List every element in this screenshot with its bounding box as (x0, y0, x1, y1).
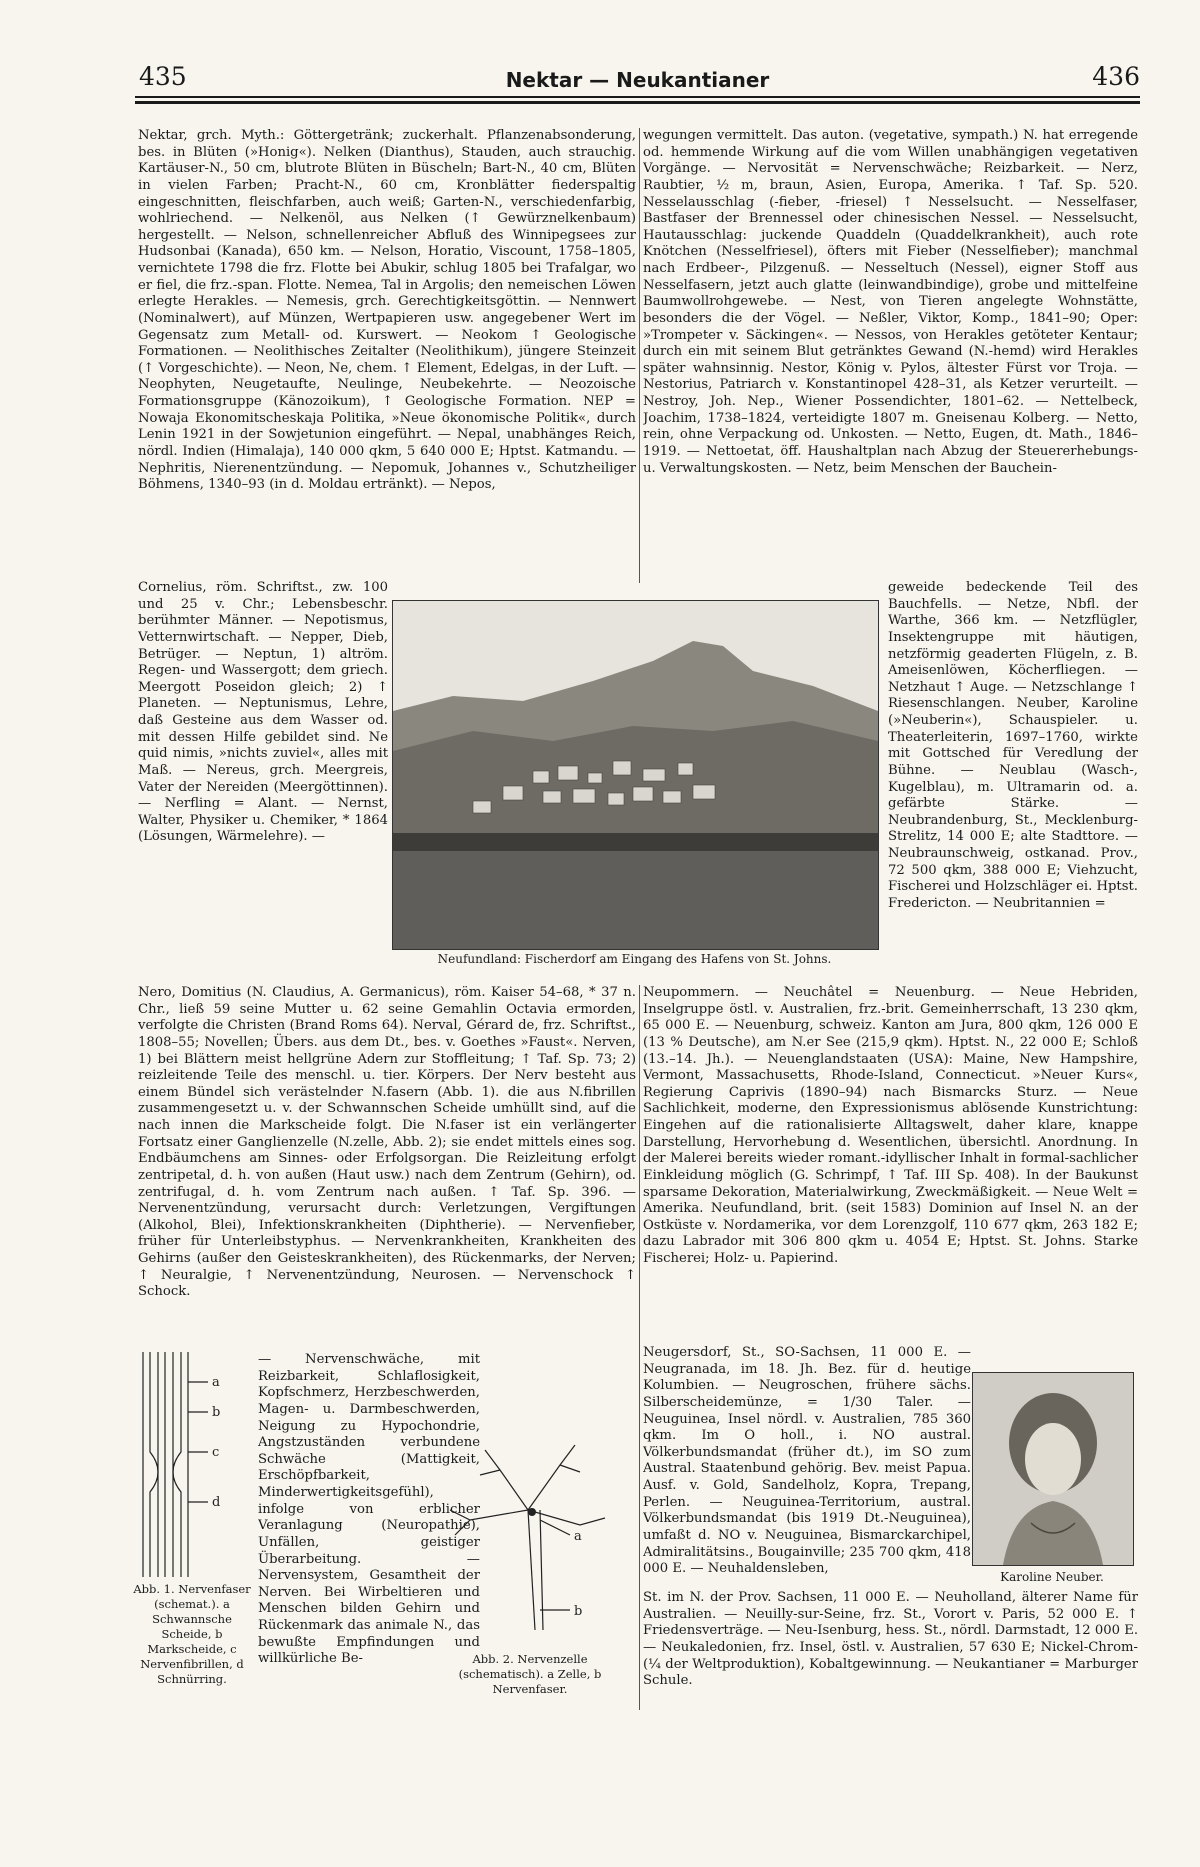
text-column-left-top (138, 128, 636, 576)
nerve-cell-diagram (440, 1440, 616, 1630)
text-column-right-neuber (643, 1345, 971, 1585)
text-column-left-bottom (138, 985, 636, 1351)
paragraph: Neupommern. — Neuchâtel = Neuenburg. — Neue Hebriden, Inselgruppe östl. v. Australien, frz.-brit. Gemeinherrschaft, 13 230 qkm, 65 000 E. — Neuenburg, schweiz. Kanton am Jura, 800 qkm, 126 000 E (13 % Deutsche), am N.er See (215,9 qkm). Hptst. N., 22 000 E; Schloß (13.–14. Jh.). — Neuenglandstaaten (USA): Maine, New Hampshire, Vermont, Massachusetts, Rhode-Island, Connecticut. »Neuer Kurs«, Regierung Caprivis (1890–94) nach Bismarcks Sturz. — Neue Sachlichkeit, moderne, den Expressionismus ablösende Kunstrichtung: Eingehen auf die rationalisierte Alltagswelt, daher klare, knappe Darstellung, Hervorhebung d. Wesentlichen, übersichtl. Anordnung. In der Malerei bereits wieder romant.-idyllischer Inhalt in formal-sachlicher Einkleidung möglich (G. Schrimpf, ↑ Taf. III Sp. 408). In der Baukunst sparsame Dekoration, Materialwirkung, Zweckmäßigkeit. — Neue Welt = Amerika. Neufundland, brit. (seit 1583) Dominion auf Insel N. an der Ostküste v. Nordamerika, vor dem Lorenzgolf, 110 677 qkm, 263 182 E; dazu Labrador mit 306 800 qkm u. 4054 E; Hptst. St. Johns. Starke Fischerei; Holz- u. Papierind. (643, 985, 1138, 1266)
paragraph: St. im N. der Prov. Sachsen, 11 000 E. — Neuholland, älterer Name für Australien. — Neuilly-sur-Seine, frz. St., Vorort v. Paris, 52 000 E. ↑ Friedensverträge. — Neu-Isenburg, hess. St., nördl. Darmstadt, 12 000 E. — Neukaledonien, frz. Insel, östl. v. Australien, 57 630 E; Nickel-Chrom- (¼ der Weltproduktion), Kobaltgewinnung. — Neukantianer = Marburger Schule. (643, 1590, 1138, 1689)
paragraph: geweide bedeckende Teil des Bauchfells. — Netze, Nbfl. der Warthe, 366 km. — Netzflügler, Insektengruppe mit häutigen, netzförmig geaderten Flügeln, z. B. Ameisenlöwen, Köcherfliegen. — Netzhaut ↑ Auge. — Netzschlange ↑ Riesenschlangen. Neuber, Karoline (»Neuberin«), Schauspieler. u. Theaterleiterin, 1697–1760, wirkte mit Gottsched für Veredlung der Bühne. — Neublau (Wasch-, Kugelblau), m. Ultramarin od. a. gefärbte Stärke. — Neubrandenburg, St., Mecklenburg-Strelitz, 14 000 E; alte Stadttore. — Neubraunschweig, ostkanad. Prov., 72 500 qkm, 388 000 E; Viehzucht, Fischerei und Holzschläger ei. Hptst. Fredericton. — Neubritannien = (888, 580, 1138, 911)
text-column-left-mid (138, 580, 388, 948)
fig2-caption: Abb. 2. Nervenzelle (schematisch). a Zelle, b Nervenfaser. (458, 1652, 602, 1696)
text-column-right-end (643, 1590, 1138, 1710)
nerve-cell-illustration (440, 1440, 616, 1630)
paragraph: Nektar, grch. Myth.: Göttergetränk; zuckerhalt. Pflanzenabsonderung, bes. in Blüten (»Honig«). Nelken (Dianthus), Stauden, auch strauchig. Kartäuser-N., 50 cm, blutrote Blüten in Büscheln; Bart-N., 40 cm, Blüten in vielen Farben; Pracht-N., 60 cm, Kronblätter fiederspaltig eingeschnitten, fleischfarben, auch weiß; Garten-N., verschiedenfarbig, wohlriechend. — Nelkenöl, aus Nelken (↑ Gewürznelkenbaum) hergestellt. — Nelson, schnellenreicher Abfluß des Winnipegsees zur Hudsonbai (Kanada), 650 km. — Nelson, Horatio, Viscount, 1758–1805, vernichtete 1798 die frz. Flotte bei Abukir, schlug 1805 bei Trafalgar, wo er fiel, die frz.-span. Flotte. Nemea, Tal in Argolis; den nemeischen Löwen erlegte Herakles. — Nemesis, grch. Gerechtigkeitsgöttin. — Nennwert (Nominalwert), auf Münzen, Wertpapieren usw. angegebener Wert im Gegensatz zum Metall- od. Kurswert. — Neokom ↑ Geologische Formationen. — Neolithisches Zeitalter (Neolithikum), jüngere Steinzeit (↑ Vorgeschichte). — Neon, Ne, chem. ↑ Element, Edelgas, in der Luft. — Neophyten, Neugetaufte, Neulinge, Neubekehrte. — Neozoische Formationsgruppe (Känozoikum), ↑ Geologische Formation. NEP = Nowaja Ekonomitscheskaja Politika, »Neue ökonomische Politik«, durch Lenin 1921 in der Sowjetunion eingeführt. — Nepal, unabhänges Reich, nördl. Indien (Himalaja), 140 000 qkm, 5 640 000 E; Hptst. Katmandu. — Nephritis, Nierenentzündung. — Nepomuk, Johannes v., Schutzheiliger Böhmens, 1340–93 (in d. Moldau ertränkt). — Nepos, (138, 128, 636, 493)
text-column-right-bottom (643, 985, 1138, 1340)
running-head: Nektar — Neukantianer (505, 68, 770, 92)
fig2-label-b: b (574, 1604, 583, 1619)
column-divider (639, 128, 640, 583)
paragraph: Neugersdorf, St., SO-Sachsen, 11 000 E. — Neugranada, im 18. Jh. Bez. für d. heutige Kolumbien. — Neugroschen, frühere sächs. Silberscheidemünze, = 1/30 Taler. — Neuguinea, Insel nördl. v. Australien, 785 360 qkm. Im O holl., i. NO austral. Völkerbundsmandat (früher dt.), im SO zum Austral. Staatenbund gehörig. Bev. meist Papua. Ausf. v. Gold, Sandelholz, Kopra, Trepang, Perlen. — Neuguinea-Territorium, austral. Völkerbundsmandat (bis 1919 Dt.-Neuguinea), umfaßt d. NO v. Neuguinea, Bismarckarchipel, Admiralitätsins., Bougainville; 235 700 qkm, 418 000 E. — Neuhaldensleben, (643, 1345, 971, 1577)
fig1-label-d: d (212, 1495, 221, 1510)
harbour-illustration (393, 601, 878, 949)
nerve-fiber-diagram (138, 1352, 248, 1577)
fig2-label-a: a (574, 1529, 582, 1544)
newfoundland-photo (392, 600, 879, 950)
paragraph: wegungen vermittelt. Das auton. (vegetative, sympath.) N. hat erregende od. hemmende Wirkung auf die vom Willen unabhängigen vegetativen Vorgänge. — Nervosität = Nervenschwäche; Reizbarkeit. — Nerz, Raubtier, ½ m, braun, Asien, Europa, Amerika. ↑ Taf. Sp. 520. Nesselausschlag (-fieber, -friesel) ↑ Nesselsucht. — Nesselfaser, Bastfaser der Brennessel oder chinesischen Nessel. — Nesselsucht, Hautausschlag: juckende Quaddeln (Quaddelkrankheit), auch rote Knötchen (Nesselfriesel), öfters mit Fieber (Nesselfieber); manchmal nach Erdbeer-, Pilzgenuß. — Nesseltuch (Nessel), eigner Stoff aus Nesselfasern, jetzt auch glatte (leinwandbindige), grobe und mittelfeine Baumwollrohgewebe. — Nest, von Tieren angelegte Wohnstätte, besonders die der Vögel. — Neßler, Viktor, Komp., 1841–90; Oper: »Trompeter v. Säckingen«. — Nessos, von Herakles getöteter Kentaur; durch ein mit seinem Blut getränktes Gewand (N.-hemd) wird Herakles später wahnsinnig. Nestor, König v. Pylos, ältester Fürst vor Troja. — Nestorius, Patriarch v. Konstantinopel 428–31, als Ketzer verurteilt. — Nestroy, Joh. Nep., Wiener Possendichter, 1801–62. — Nettelbeck, Joachim, 1738–1824, verteidigte 1807 m. Gneisenau Kolberg. — Netto, rein, ohne Verpackung od. Unkosten. — Netto, Eugen, dt. Math., 1846–1919. — Nettoetat, öff. Haushaltplan nach Abzug der Steuererhebungs- u. Verwaltungskosten. — Netz, beim Menschen der Bauchein- (643, 128, 1138, 476)
nerve-fiber-illustration (138, 1352, 248, 1577)
text-column-right-mid (888, 580, 1138, 980)
fig1-label-c: c (212, 1445, 220, 1460)
karoline-neuber-portrait (972, 1372, 1134, 1566)
header-rule-thick (135, 101, 1140, 104)
page-number-left: 435 (139, 62, 187, 91)
portrait-illustration (973, 1373, 1133, 1565)
column-divider (639, 985, 640, 1710)
text-column-right-top (643, 128, 1138, 578)
paragraph: — Nervenschwäche, mit Reizbarkeit, Schlaflosigkeit, Kopfschmerz, Herzbeschwerden, Magen- u. Darmbeschwerden, Neigung zu Hypochondrie, Angstzuständen verbundene Schwäche (Mattigkeit, Erschöpfbarkeit, Minderwertigkeitsgefühl), infolge von erblicher Veranlagung (Neuropathie), Unfällen, geistiger Überarbeitung. — Nervensystem, Gesamtheit der Nerven. Bei Wirbeltieren und Menschen bilden Gehirn und Rückenmark das animale N., das bewußte Empfindungen und willkürliche Be- (258, 1352, 480, 1667)
paragraph: Cornelius, röm. Schriftst., zw. 100 und 25 v. Chr.; Lebensbeschr. berühmter Männer. — Nepotismus, Vetternwirtschaft. — Nepper, Dieb, Betrüger. — Neptun, 1) altröm. Regen- und Wassergott; dem griech. Meergott Poseidon gleich; 2) ↑ Planeten. — Neptunismus, Lehre, daß Gesteine aus dem Wasser od. mit dessen Hilfe gebildet sind. Ne quid nimis, »nichts zuviel«, alles mit Maß. — Nereus, grch. Meergreis, Vater der Nereiden (Meergöttinnen). — Nerfling = Alant. — Nernst, Walter, Physiker u. Chemiker, * 1864 (Lösungen, Wärmelehre). — (138, 580, 388, 845)
fig1-label-b: b (212, 1405, 221, 1420)
header-rule (135, 96, 1140, 98)
paragraph: Nero, Domitius (N. Claudius, A. Germanicus), röm. Kaiser 54–68, * 37 n. Chr., ließ 59 seine Mutter u. 62 seine Gemahlin Octavia ermorden, verfolgte die Christen (Brand Roms 64). Nerval, Gérard de, frz. Schriftst., 1808–55; Novellen; Übers. aus dem Dt., bes. v. Goethes »Faust«. Nerven, 1) bei Blättern meist hellgrüne Adern zur Stoffleitung; ↑ Taf. Sp. 73; 2) reizleitende Teile des menschl. u. tier. Körpers. Der Nerv besteht aus einem Bündel sich verästelnder N.fasern (Abb. 1). die aus N.fibrillen zusammengesetzt u. v. der Schwannschen Scheide umhüllt sind, auf die nach innen die Markscheide folgt. Die N.faser ist ein verlängerter Fortsatz einer Ganglienzelle (N.zelle, Abb. 2); sie endet mittels eines sog. Endbäumchens am Sinnes- oder Erfolgsorgan. Die Reizleitung erfolgt zentripetal, d. h. von außen (Haut usw.) nach dem Zentrum (Gehirn), od. zentrifugal, d. h. vom Zentrum nach außen. ↑ Taf. Sp. 396. — Nervenentzündung, verursacht durch: Verletzungen, Vergiftungen (Alkohol, Blei), Infektionskrankheiten (Diphtherie). — Nervenfieber, früher für Unterleibstyphus. — Nervenkrankheiten, Krankheiten des Gehirns (außer den Geisteskrankheiten), des Rückenmarks, der Nerven; ↑ Neuralgie, ↑ Nervenentzündung, Neurosen. — Nervenschock ↑ Schock. (138, 985, 636, 1300)
portrait-caption: Karoline Neuber. (1000, 1570, 1104, 1584)
fig1-caption: Abb. 1. Nervenfaser (schemat.). a Schwannsche Scheide, b Markscheide, c Nervenfibrillen, d Schnürring. (133, 1582, 251, 1686)
fig1-label-a: a (212, 1375, 220, 1390)
photo-caption: Neufundland: Fischerdorf am Eingang des Hafens von St. Johns. (437, 952, 832, 966)
page-number-right: 436 (1092, 62, 1140, 91)
